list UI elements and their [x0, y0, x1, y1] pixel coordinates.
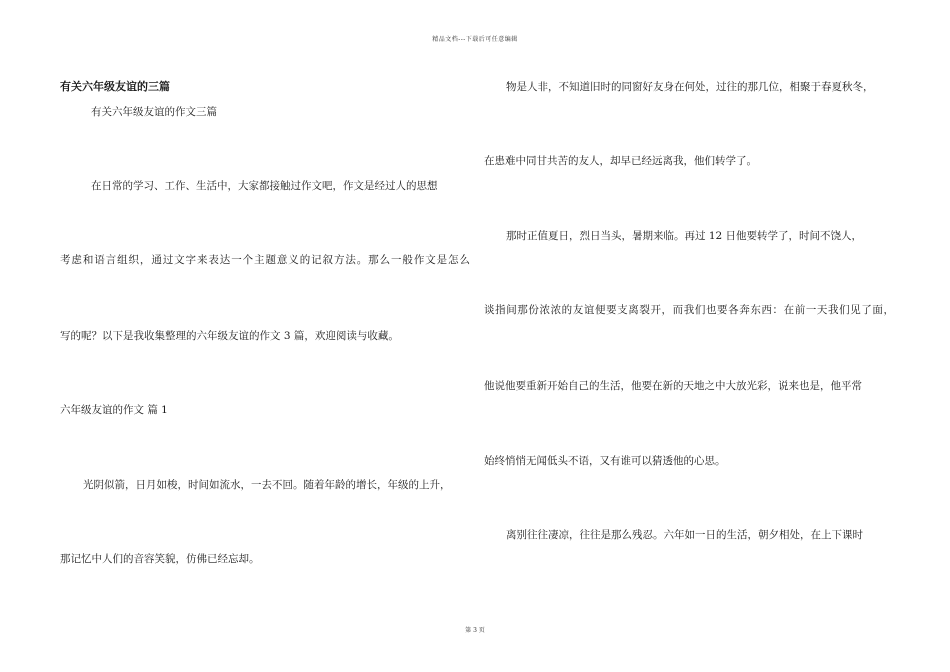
paragraph-line: 在患难中同甘共苦的友人，却早已经远离我，他们转学了。 [484, 155, 757, 167]
paragraph-line: 谈指间那份浓浓的友谊便要支离裂开，而我们也要各奔东西：在前一天我们见了面， [484, 304, 894, 316]
paragraph-line: 那时正值夏日，烈日当头，暑期来临。再过 12 日他要转学了，时间不饶人， [506, 230, 863, 242]
paragraph-line: 物是人非，不知道旧时的同窗好友身在何处，过往的那几位，相聚于春夏秋冬， [506, 81, 874, 93]
page-header-note: 精品文档---下载后可任意编辑 [432, 36, 518, 43]
paragraph-line: 光阴似箭，日月如梭，时间如流水，一去不回。随着年龄的增长，年级的上升， [83, 479, 451, 491]
paragraph-line: 离别往往凄凉，往往是那么残忍。六年如一日的生活，朝夕相处，在上下课时 [506, 529, 863, 541]
right-column [484, 0, 894, 672]
document-subtitle: 有关六年级友谊的作文三篇 [91, 106, 217, 118]
document-title: 有关六年级友谊的三篇 [60, 80, 170, 93]
section-heading: 六年级友谊的作文 篇 1 [60, 404, 168, 416]
paragraph-line: 考虑和语言组织，通过文字来表达一个主题意义的记叙方法。那么一般作文是怎么 [60, 254, 470, 266]
paragraph-line: 他说他要重新开始自己的生活，他要在新的天地之中大放光彩，说来也是，他平常 [484, 380, 862, 392]
left-column [60, 0, 470, 672]
paragraph-line: 始终悄悄无闻低头不语，又有谁可以猜透他的心思。 [484, 455, 726, 467]
page-number: 第 3 页 [465, 627, 485, 634]
paragraph-line: 在日常的学习、工作、生活中，大家都接触过作文吧，作文是经过人的思想 [91, 180, 438, 192]
paragraph-line: 那记忆中人们的音容笑貌，仿佛已经忘却。 [60, 553, 260, 565]
paragraph-line: 写的呢？以下是我收集整理的六年级友谊的作文 3 篇，欢迎阅读与收藏。 [60, 330, 399, 342]
